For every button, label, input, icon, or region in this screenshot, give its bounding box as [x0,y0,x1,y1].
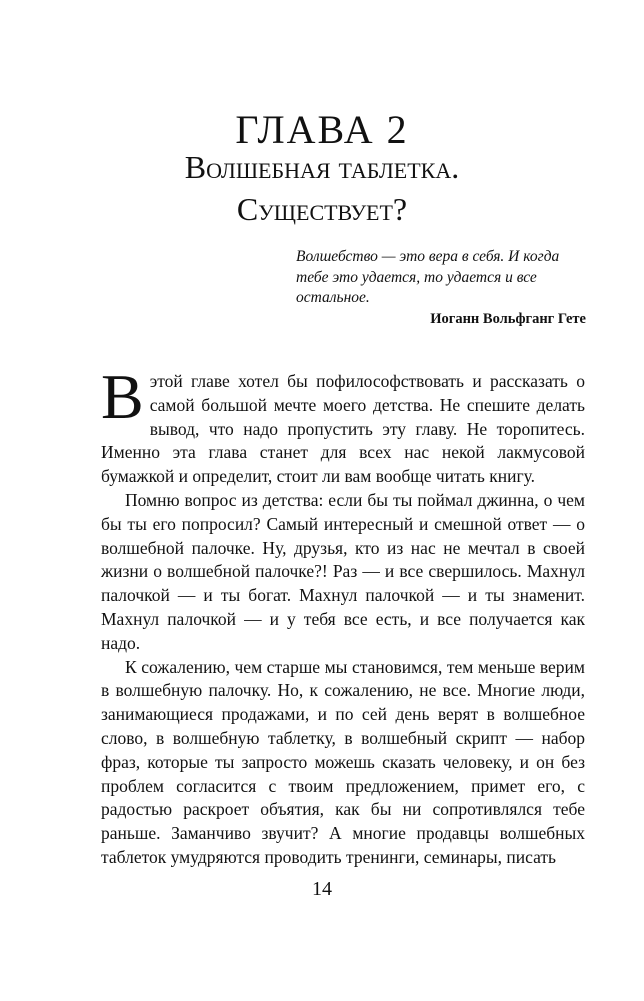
epigraph-quote: Волшебство — это вера в себя. И когда тебе это удается, то удается и все остальное. [296,248,560,306]
chapter-subtitle [0,146,644,230]
chapter-subtitle-line-1: Волшебная таблетка. [184,149,460,185]
paragraph-text: этой главе хотел бы пофилософствовать и рассказать о самой большой мечте моего детства. Не спешите делать вывод, что надо пропустить эту главу. Не торопитесь. Именно эта глава станет для всех нас некой лакмусовой бумажкой и определит, стоит ли вам вообще читать книгу. [101,371,585,487]
paragraph: Помню вопрос из детства: если бы ты поймал джинна, о чем бы ты его попросил? Самый интересный и смешной ответ — о волшебной палочке. Ну, друзья, кто из нас не мечтал в своей жизни о волшебной палочке?! Раз — и все свершилось. Махнул палочкой — и ты богат. Махнул палочкой — и ты знаменит. Махнул палочкой — и у тебя все есть, и все получается как надо. [101,489,585,653]
page-number: 14 [312,878,332,900]
body-text [101,361,585,870]
epigraph-author: Иоганн Вольфганг Гете [430,310,586,327]
chapter-title: ГЛАВА 2 [235,107,409,152]
epigraph [296,247,586,329]
chapter-subtitle-line-2: Существует? [236,191,408,227]
drop-cap: В [101,361,144,432]
paragraph: К сожалению, чем старше мы становимся, тем меньше верим в волшебную палочку. Но, к сожалению, не все. Многие люди, занимающиеся продажами, и по сей день верят в волшебное слово, в волшебную таблетку, в волшебный скрипт — набор фраз, которые ты запросто можешь сказать человеку, и он без проблем согласится с твоим предложением, примет его, с радостью раскроет объятия, как бы ни сопротивлялся тебе раньше. Заманчиво звучит? А многие продавцы волшебных таблеток умудряются проводить тренинги, семинары, писать [101,656,585,867]
paragraph [101,361,585,489]
